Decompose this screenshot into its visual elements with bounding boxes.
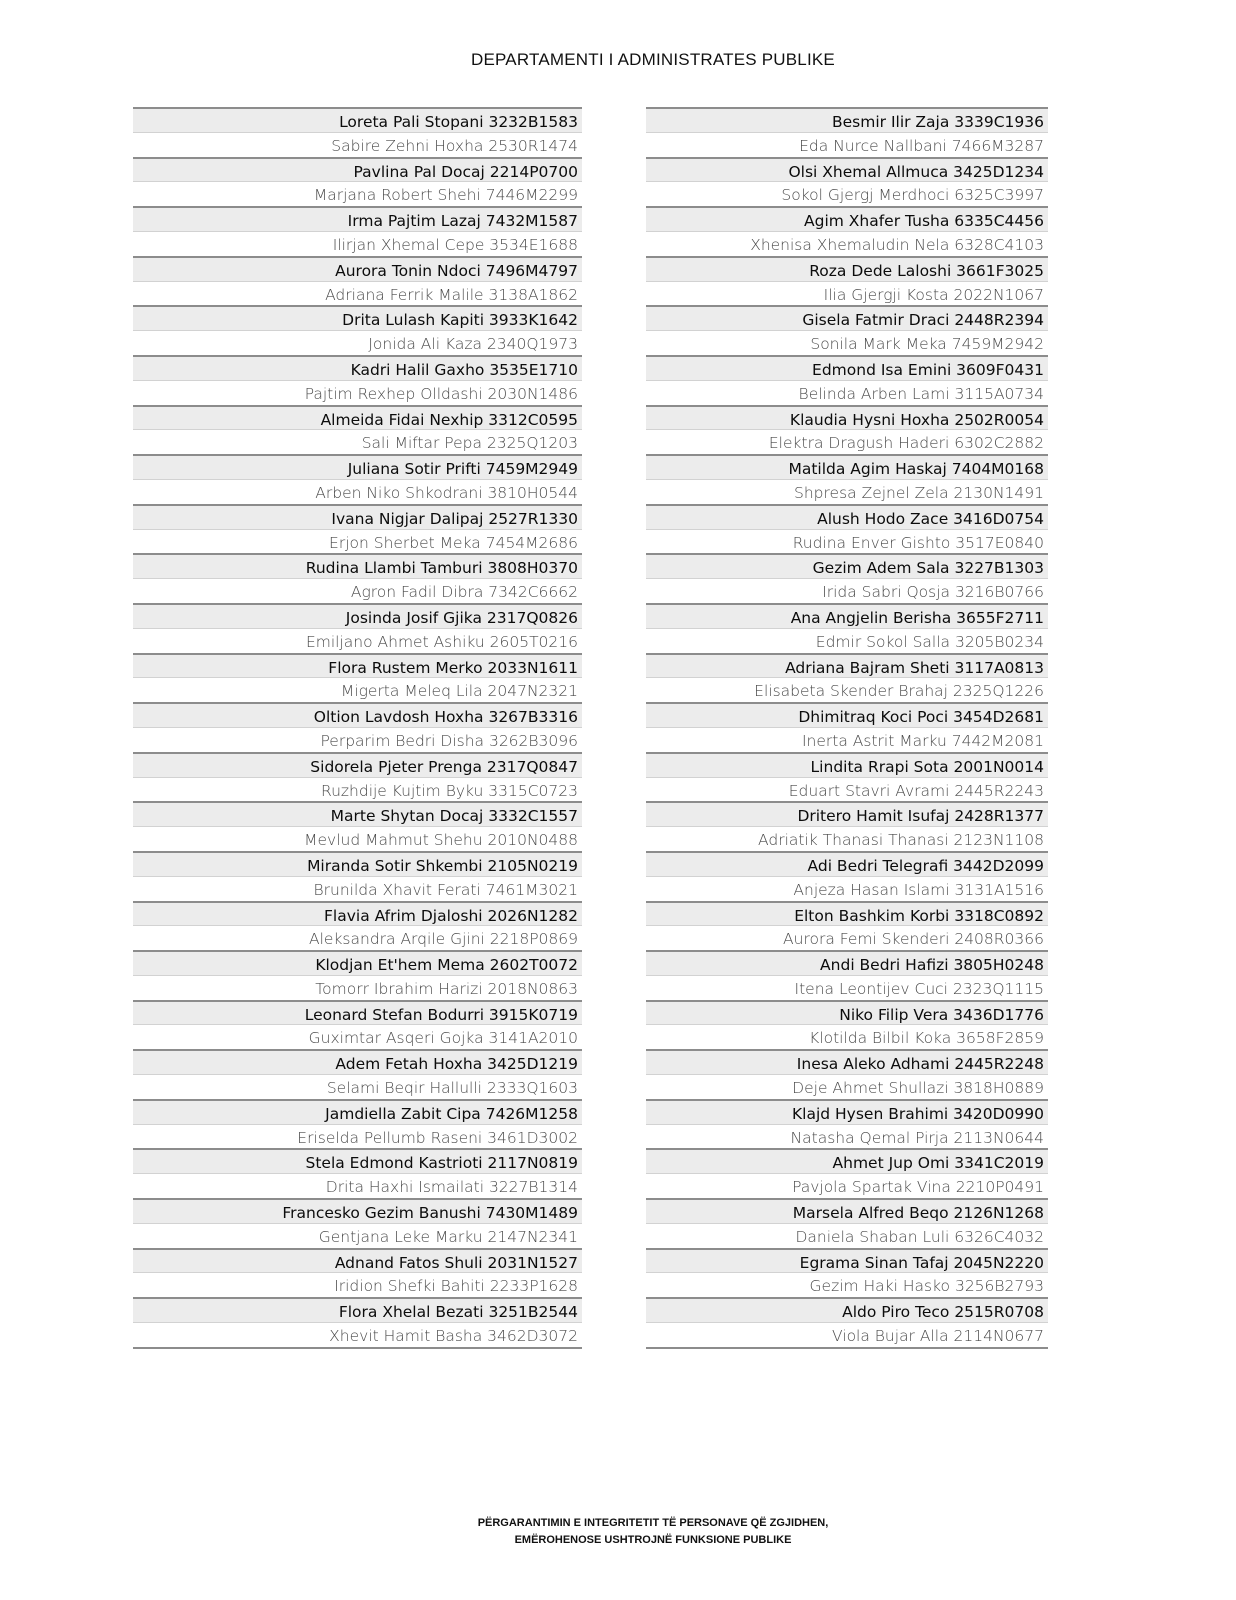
footer-line-1: PËRGARANTIMIN E INTEGRITETIT TË PERSONAVE QË ZGJIDHEN, xyxy=(477,1517,829,1529)
name-row: Arben Niko Shkodrani 3810H0544 xyxy=(133,479,582,504)
name-row: Sidorela Pjeter Prenga 2317Q0847 xyxy=(133,752,582,777)
name-row: Ivana Nigjar Dalipaj 2527R1330 xyxy=(133,504,582,529)
name-row: Francesko Gezim Banushi 7430M1489 xyxy=(133,1198,582,1223)
name-row: Adriana Bajram Sheti 3117A0813 xyxy=(646,653,1048,678)
name-row: Guximtar Asqeri Gojka 3141A2010 xyxy=(133,1024,582,1049)
name-row: Adi Bedri Telegrafi 3442D2099 xyxy=(646,851,1048,876)
name-row: Andi Bedri Hafizi 3805H0248 xyxy=(646,950,1048,975)
name-row: Inerta Astrit Marku 7442M2081 xyxy=(646,727,1048,752)
name-row: Rudina Enver Gishto 3517E0840 xyxy=(646,529,1048,554)
name-row: Migerta Meleq Lila 2047N2321 xyxy=(133,677,582,702)
name-row: Sonila Mark Meka 7459M2942 xyxy=(646,330,1048,355)
name-row: Adem Fetah Hoxha 3425D1219 xyxy=(133,1049,582,1074)
name-row: Pajtim Rexhep Olldashi 2030N1486 xyxy=(133,380,582,405)
name-row: Gentjana Leke Marku 2147N2341 xyxy=(133,1223,582,1248)
name-row: Roza Dede Laloshi 3661F3025 xyxy=(646,256,1048,281)
name-row: Shpresa Zejnel Zela 2130N1491 xyxy=(646,479,1048,504)
name-row: Selami Beqir Hallulli 2333Q1603 xyxy=(133,1074,582,1099)
name-row: Dhimitraq Koci Poci 3454D2681 xyxy=(646,702,1048,727)
name-row: Adriana Ferrik Malile 3138A1862 xyxy=(133,281,582,306)
name-row: Emiljano Ahmet Ashiku 2605T0216 xyxy=(133,628,582,653)
name-row: Josinda Josif Gjika 2317Q0826 xyxy=(133,603,582,628)
name-row: Irida Sabri Qosja 3216B0766 xyxy=(646,578,1048,603)
name-row: Jonida Ali Kaza 2340Q1973 xyxy=(133,330,582,355)
name-row: Lindita Rrapi Sota 2001N0014 xyxy=(646,752,1048,777)
name-row: Flavia Afrim Djaloshi 2026N1282 xyxy=(133,901,582,926)
page-footer xyxy=(0,1515,1236,1549)
name-row: Kadri Halil Gaxho 3535E1710 xyxy=(133,355,582,380)
name-row: Mevlud Mahmut Shehu 2010N0488 xyxy=(133,826,582,851)
name-row: Aurora Femi Skenderi 2408R0366 xyxy=(646,925,1048,950)
name-row: Klajd Hysen Brahimi 3420D0990 xyxy=(646,1099,1048,1124)
name-row: Adriatik Thanasi Thanasi 2123N1108 xyxy=(646,826,1048,851)
name-row: Elektra Dragush Haderi 6302C2882 xyxy=(646,429,1048,454)
name-row: Drita Haxhi Ismailati 3227B1314 xyxy=(133,1173,582,1198)
name-row: Klaudia Hysni Hoxha 2502R0054 xyxy=(646,405,1048,430)
name-row: Rudina Llambi Tamburi 3808H0370 xyxy=(133,553,582,578)
name-row: Agim Xhafer Tusha 6335C4456 xyxy=(646,206,1048,231)
name-row: Inesa Aleko Adhami 2445R2248 xyxy=(646,1049,1048,1074)
name-row: Sali Miftar Pepa 2325Q1203 xyxy=(133,429,582,454)
name-row: Marte Shytan Docaj 3332C1557 xyxy=(133,801,582,826)
name-row: Erjon Sherbet Meka 7454M2686 xyxy=(133,529,582,554)
column-bottom-rule xyxy=(133,1347,582,1349)
name-row: Aurora Tonin Ndoci 7496M4797 xyxy=(133,256,582,281)
name-row: Flora Xhelal Bezati 3251B2544 xyxy=(133,1297,582,1322)
name-row: Olsi Xhemal Allmuca 3425D1234 xyxy=(646,157,1048,182)
name-row: Edmir Sokol Salla 3205B0234 xyxy=(646,628,1048,653)
name-row: Almeida Fidai Nexhip 3312C0595 xyxy=(133,405,582,430)
name-row: Adnand Fatos Shuli 2031N1527 xyxy=(133,1248,582,1273)
page-title: DEPARTAMENTI I ADMINISTRATES PUBLIKE xyxy=(471,50,835,69)
name-row: Klodjan Et'hem Mema 2602T0072 xyxy=(133,950,582,975)
name-row: Irma Pajtim Lazaj 7432M1587 xyxy=(133,206,582,231)
right-name-column xyxy=(646,107,1048,1349)
name-row: Niko Filip Vera 3436D1776 xyxy=(646,1000,1048,1025)
name-row: Leonard Stefan Bodurri 3915K0719 xyxy=(133,1000,582,1025)
name-row: Xhenisa Xhemaludin Nela 6328C4103 xyxy=(646,231,1048,256)
name-row: Stela Edmond Kastrioti 2117N0819 xyxy=(133,1148,582,1173)
name-row: Belinda Arben Lami 3115A0734 xyxy=(646,380,1048,405)
name-row: Anjeza Hasan Islami 3131A1516 xyxy=(646,876,1048,901)
name-row: Sokol Gjergj Merdhoci 6325C3997 xyxy=(646,181,1048,206)
name-row: Edmond Isa Emini 3609F0431 xyxy=(646,355,1048,380)
name-row: Egrama Sinan Tafaj 2045N2220 xyxy=(646,1248,1048,1273)
name-row: Eduart Stavri Avrami 2445R2243 xyxy=(646,777,1048,802)
name-row: Elton Bashkim Korbi 3318C0892 xyxy=(646,901,1048,926)
name-row: Marjana Robert Shehi 7446M2299 xyxy=(133,181,582,206)
name-row: Matilda Agim Haskaj 7404M0168 xyxy=(646,454,1048,479)
name-row: Brunilda Xhavit Ferati 7461M3021 xyxy=(133,876,582,901)
name-row: Pavjola Spartak Vina 2210P0491 xyxy=(646,1173,1048,1198)
name-row: Besmir Ilir Zaja 3339C1936 xyxy=(646,107,1048,132)
name-row: Xhevit Hamit Basha 3462D3072 xyxy=(133,1322,582,1347)
name-row: Ruzhdije Kujtim Byku 3315C0723 xyxy=(133,777,582,802)
name-row: Tomorr Ibrahim Harizi 2018N0863 xyxy=(133,975,582,1000)
name-row: Dritero Hamit Isufaj 2428R1377 xyxy=(646,801,1048,826)
name-row: Gezim Adem Sala 3227B1303 xyxy=(646,553,1048,578)
name-row: Gezim Haki Hasko 3256B2793 xyxy=(646,1272,1048,1297)
name-row: Ilirjan Xhemal Cepe 3534E1688 xyxy=(133,231,582,256)
name-row: Juliana Sotir Prifti 7459M2949 xyxy=(133,454,582,479)
name-row: Natasha Qemal Pirja 2113N0644 xyxy=(646,1124,1048,1149)
name-row: Perparim Bedri Disha 3262B3096 xyxy=(133,727,582,752)
name-row: Klotilda Bilbil Koka 3658F2859 xyxy=(646,1024,1048,1049)
name-row: Alush Hodo Zace 3416D0754 xyxy=(646,504,1048,529)
name-row: Elisabeta Skender Brahaj 2325Q1226 xyxy=(646,677,1048,702)
name-row: Ana Angjelin Berisha 3655F2711 xyxy=(646,603,1048,628)
name-row: Miranda Sotir Shkembi 2105N0219 xyxy=(133,851,582,876)
name-row: Aleksandra Arqile Gjini 2218P0869 xyxy=(133,925,582,950)
name-row: Eda Nurce Nallbani 7466M3287 xyxy=(646,132,1048,157)
name-row: Iridion Shefki Bahiti 2233P1628 xyxy=(133,1272,582,1297)
name-row: Drita Lulash Kapiti 3933K1642 xyxy=(133,305,582,330)
left-name-column xyxy=(133,107,582,1349)
column-bottom-rule xyxy=(646,1347,1048,1349)
name-row: Agron Fadil Dibra 7342C6662 xyxy=(133,578,582,603)
name-row: Deje Ahmet Shullazi 3818H0889 xyxy=(646,1074,1048,1099)
name-row: Daniela Shaban Luli 6326C4032 xyxy=(646,1223,1048,1248)
name-row: Eriselda Pellumb Raseni 3461D3002 xyxy=(133,1124,582,1149)
name-row: Flora Rustem Merko 2033N1611 xyxy=(133,653,582,678)
name-row: Gisela Fatmir Draci 2448R2394 xyxy=(646,305,1048,330)
name-row: Oltion Lavdosh Hoxha 3267B3316 xyxy=(133,702,582,727)
footer-line-2: EMËROHENOSE USHTROJNË FUNKSIONE PUBLIKE xyxy=(514,1534,792,1546)
name-row: Itena Leontijev Cuci 2323Q1115 xyxy=(646,975,1048,1000)
name-row: Viola Bujar Alla 2114N0677 xyxy=(646,1322,1048,1347)
name-row: Sabire Zehni Hoxha 2530R1474 xyxy=(133,132,582,157)
name-row: Loreta Pali Stopani 3232B1583 xyxy=(133,107,582,132)
name-row: Jamdiella Zabit Cipa 7426M1258 xyxy=(133,1099,582,1124)
name-row: Pavlina Pal Docaj 2214P0700 xyxy=(133,157,582,182)
name-row: Ahmet Jup Omi 3341C2019 xyxy=(646,1148,1048,1173)
name-row: Marsela Alfred Beqo 2126N1268 xyxy=(646,1198,1048,1223)
name-row: Aldo Piro Teco 2515R0708 xyxy=(646,1297,1048,1322)
name-row: Ilia Gjergji Kosta 2022N1067 xyxy=(646,281,1048,306)
